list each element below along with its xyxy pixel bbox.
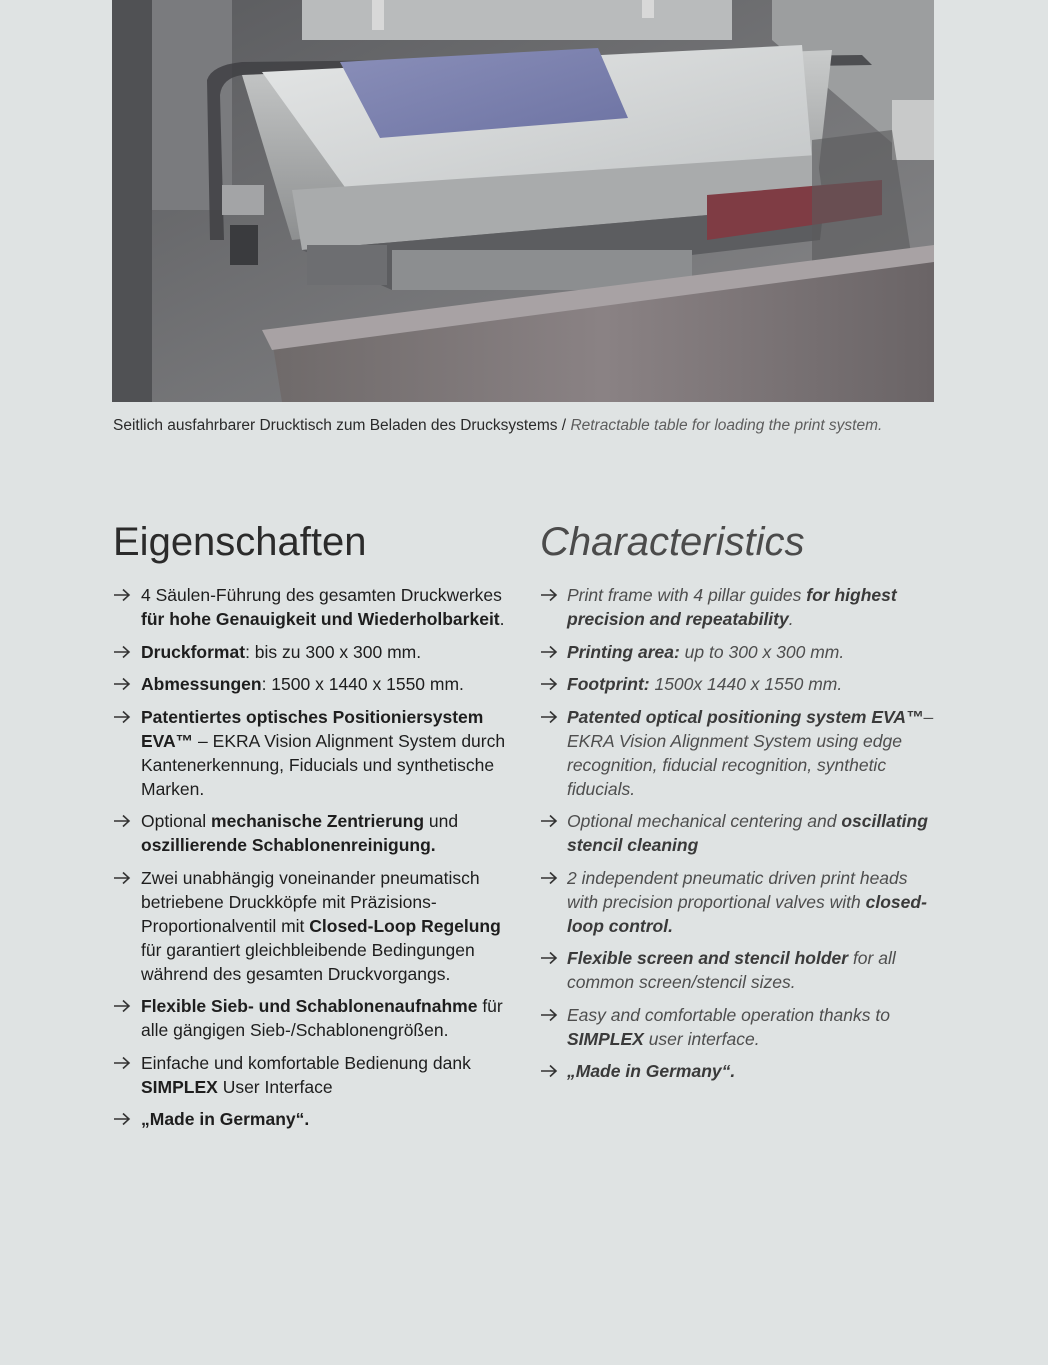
arrow-right-icon xyxy=(113,814,131,828)
arrow-right-icon xyxy=(540,1064,558,1078)
feature-text-bold: Patented optical positioning system EVA™ xyxy=(567,706,924,727)
caption-german: Seitlich ausfahrbarer Drucktisch zum Beladen des Drucksystems / xyxy=(113,417,567,434)
en-feature-item xyxy=(540,672,940,696)
feature-text: 1500x 1440 x 1550 mm. xyxy=(649,674,843,694)
de-feature-item xyxy=(113,640,518,664)
arrow-right-icon xyxy=(113,999,131,1013)
arrow-right-icon xyxy=(540,645,558,659)
feature-text-bold: Abmessungen xyxy=(141,674,262,694)
en-feature-item xyxy=(540,640,940,664)
feature-text: Optional mechanical centering and xyxy=(567,811,842,831)
feature-text-bold: „Made in Germany“. xyxy=(141,1109,310,1129)
feature-text-bold: SIMPLEX xyxy=(141,1076,218,1097)
feature-text-bold: Closed-Loop Regelung xyxy=(309,915,501,936)
feature-text-bold: Printing area: xyxy=(567,641,680,662)
feature-text: for all common screen/stencil sizes. xyxy=(567,948,896,992)
feature-text: – EKRA Vision Alignment System durch Kantenerkennung, Fiducials und synthetische Marken. xyxy=(141,730,506,799)
en-feature-item xyxy=(540,705,940,801)
feature-text: user interface. xyxy=(643,1028,760,1049)
photo-caption xyxy=(113,417,953,435)
en-feature-item xyxy=(540,946,940,994)
machine-photo xyxy=(112,0,934,402)
feature-text-bold: Flexible Sieb- und Schablonenaufnahme xyxy=(141,996,478,1016)
feature-text: für alle gängigen Sieb-/Schablonengrößen. xyxy=(141,996,503,1040)
de-feature-item xyxy=(113,809,518,857)
feature-text-bold: Footprint: xyxy=(567,674,650,694)
de-feature-item xyxy=(113,994,518,1042)
feature-text: Einfache und komfortable Bedienung dank xyxy=(141,1052,471,1073)
english-feature-list xyxy=(540,583,940,1083)
de-feature-item xyxy=(113,705,518,801)
en-feature-item xyxy=(540,1003,940,1051)
arrow-right-icon xyxy=(113,871,131,885)
feature-text: Zwei unabhängig voneinander pneumatisch betriebene Druckköpfe mit Präzisions-Proportionalventil mit xyxy=(141,867,480,936)
feature-text-bold: for highest precision and repeatability xyxy=(567,585,897,629)
feature-text-bold: SIMPLEX xyxy=(567,1028,644,1049)
de-feature-item xyxy=(113,866,518,986)
feature-text-bold: oszillierende Schablonenreinigung. xyxy=(141,835,436,855)
feature-text-bold: Druckformat xyxy=(141,641,246,662)
feature-text: Print frame with 4 pillar guides xyxy=(567,585,807,605)
feature-text-bold: Flexible screen and stencil holder xyxy=(567,948,849,968)
feature-text: und xyxy=(424,811,459,831)
arrow-right-icon xyxy=(113,710,131,724)
feature-text-bold: für hohe Genauigkeit und Wiederholbarkeit xyxy=(141,609,500,629)
feature-text-bold: mechanische Zentrierung xyxy=(211,811,425,831)
feature-text-bold: oscillating stencil cleaning xyxy=(567,811,928,855)
german-column xyxy=(113,518,518,1140)
feature-text-bold: Patentiertes optisches Positioniersystem EVA™ xyxy=(141,706,484,751)
en-feature-item xyxy=(540,1059,940,1083)
feature-text: 4 Säulen-Führung des gesamten Druckwerkes xyxy=(141,585,502,605)
feature-text: Optional xyxy=(141,811,212,831)
arrow-right-icon xyxy=(540,677,558,691)
de-feature-item xyxy=(113,1051,518,1099)
feature-text: – EKRA Vision Alignment System using edge recognition, fiducial recognition, synthetic fiducials. xyxy=(567,706,934,799)
arrow-right-icon xyxy=(113,1112,131,1126)
arrow-right-icon xyxy=(113,645,131,659)
feature-text: : 1500 x 1440 x 1550 mm. xyxy=(261,674,464,694)
feature-text: up to 300 x 300 mm. xyxy=(679,641,845,662)
feature-text-bold: „Made in Germany“. xyxy=(567,1061,736,1081)
caption-english: Retractable table for loading the print system. xyxy=(570,417,883,434)
arrow-right-icon xyxy=(540,588,558,602)
arrow-right-icon xyxy=(540,814,558,828)
arrow-right-icon xyxy=(540,710,558,724)
de-feature-item xyxy=(113,583,518,631)
de-feature-item xyxy=(113,1107,518,1131)
feature-text: User Interface xyxy=(217,1076,333,1097)
en-feature-item xyxy=(540,583,940,631)
feature-text: : bis zu 300 x 300 mm. xyxy=(245,641,422,662)
feature-text: . xyxy=(499,609,505,629)
de-feature-item xyxy=(113,672,518,696)
english-title: Characteristics xyxy=(540,520,805,564)
german-feature-list xyxy=(113,583,518,1131)
feature-text: 2 independent pneumatic driven print heads with precision proportional valves with xyxy=(567,867,908,912)
german-title: Eigenschaften xyxy=(113,520,367,564)
feature-text: für garantiert gleichbleibende Bedingungen während des gesamten Druckvorgangs. xyxy=(141,939,475,984)
feature-text: . xyxy=(788,609,794,629)
arrow-right-icon xyxy=(540,871,558,885)
arrow-right-icon xyxy=(113,1056,131,1070)
arrow-right-icon xyxy=(540,1008,558,1022)
arrow-right-icon xyxy=(113,677,131,691)
arrow-right-icon xyxy=(540,951,558,965)
feature-text-bold: closed-loop control. xyxy=(567,891,927,936)
english-column xyxy=(540,518,940,1092)
feature-text: Easy and comfortable operation thanks to xyxy=(567,1004,890,1025)
en-feature-item xyxy=(540,809,940,857)
en-feature-item xyxy=(540,866,940,938)
arrow-right-icon xyxy=(113,588,131,602)
